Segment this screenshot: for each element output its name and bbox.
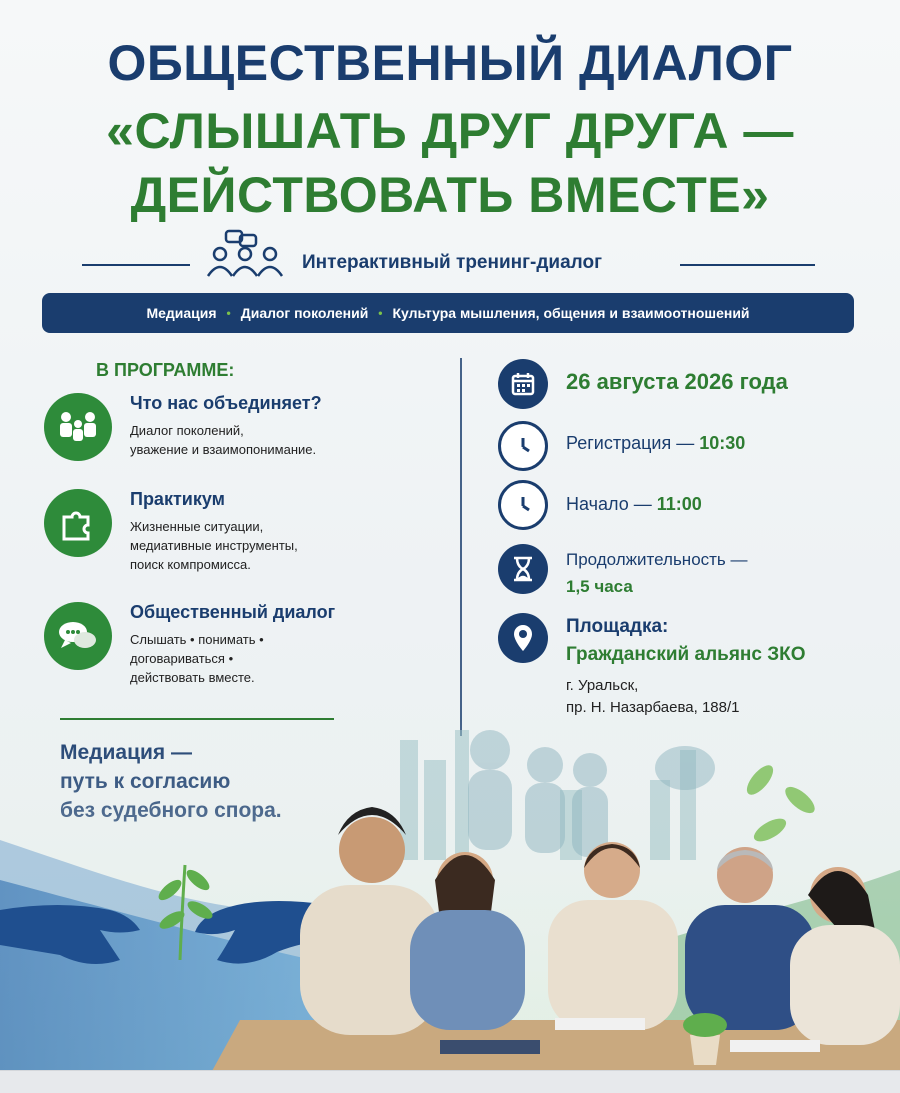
desc-line: поиск компромисса. <box>130 557 251 572</box>
program-item-title: Что нас объединяет? <box>130 393 322 413</box>
duration-text <box>566 546 748 600</box>
group-chat-icon <box>200 228 290 278</box>
desc-line: Слышать • понимать • <box>130 632 264 647</box>
column-divider <box>460 358 462 736</box>
venue-address <box>566 675 806 719</box>
registration-value: 10:30 <box>699 433 746 453</box>
start-value: 11:00 <box>656 494 702 514</box>
registration-label: Регистрация — <box>566 433 700 453</box>
footer-bar <box>0 1070 900 1093</box>
clock-icon <box>498 421 548 471</box>
address-line: г. Уральск, <box>566 677 639 694</box>
title-line-1: ОБЩЕСТВЕННЫЙ ДИАЛОГ <box>107 35 793 91</box>
program-item-desc <box>130 517 430 574</box>
venue-text <box>566 613 806 719</box>
bullet-separator: • <box>226 306 231 320</box>
start-text <box>566 494 702 515</box>
title-line-3: ДЕЙСТВОВАТЬ ВМЕСТЕ» <box>130 167 770 223</box>
hourglass-icon <box>498 544 548 594</box>
desc-line: Жизненные ситуации, <box>130 519 264 534</box>
desc-line: договариваться • <box>130 651 234 666</box>
puzzle-icon <box>44 489 112 557</box>
program-heading: В ПРОГРАММЕ: <box>96 360 235 380</box>
duration-value: 1,5 часа <box>566 577 633 596</box>
subtitle-row <box>0 250 900 280</box>
venue-name: Гражданский альянс ЗКО <box>566 644 806 665</box>
illustration-scene <box>0 720 900 1093</box>
desc-line: действовать вместе. <box>130 670 255 685</box>
program-item-desc <box>130 630 430 687</box>
start-label: Начало — <box>566 494 657 514</box>
divider-right <box>680 264 815 266</box>
clock-icon <box>498 480 548 530</box>
duration-label: Продолжительность — <box>566 550 748 569</box>
chat-icon <box>44 602 112 670</box>
program-item-title: Общественный диалог <box>130 602 336 622</box>
desc-line: уважение и взаимопонимание. <box>130 442 317 457</box>
calendar-icon <box>498 359 548 409</box>
desc-line: Диалог поколений, <box>130 423 244 438</box>
family-icon <box>44 393 112 461</box>
registration-text <box>566 433 745 454</box>
desc-line: медиативные инструменты, <box>130 538 298 553</box>
address-line: пр. Н. Назарбаева, 188/1 <box>566 699 740 716</box>
program-item-title: Практикум <box>130 489 225 509</box>
topic-item: Культура мышления, общения и взаимоотношений <box>392 305 750 321</box>
date-text: 26 августа 2026 года <box>566 369 788 394</box>
program-item-desc <box>130 421 430 459</box>
topics-banner <box>42 293 854 333</box>
topic-item: Диалог поколений <box>240 305 369 321</box>
bullet-separator: • <box>378 306 383 320</box>
title-line-2: «СЛЫШАТЬ ДРУГ ДРУГА — <box>106 103 794 159</box>
location-pin-icon <box>498 613 548 663</box>
topic-item: Медиация <box>146 305 217 321</box>
venue-label: Площадка: <box>566 616 669 637</box>
subtitle-text: Интерактивный тренинг-диалог <box>302 252 603 273</box>
divider-left <box>82 264 190 266</box>
